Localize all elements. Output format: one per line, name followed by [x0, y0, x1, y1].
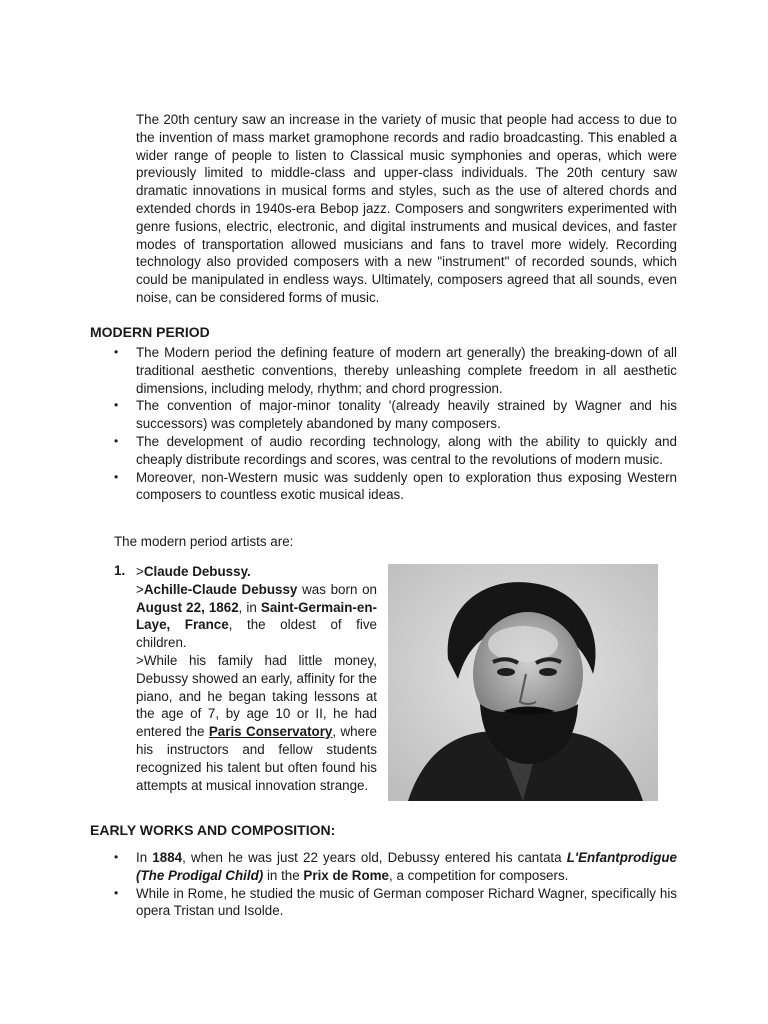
list-item: • While in Rome, he studied the music of German composer Richard Wagner, specifically his opera Tristan und Isolde.	[114, 885, 677, 919]
list-item: • The Modern period the defining feature of modern art generally) the breaking-down of all traditional aesthetic conventions, thereby unleashing complete freedom in all aesthetic dimensions, including melody, rhythm; and chord progression.	[114, 345, 677, 396]
early-works-heading: EARLY WORKS AND COMPOSITION:	[90, 822, 336, 838]
bullet-icon: •	[114, 850, 119, 864]
bullet-icon: •	[114, 469, 119, 484]
list-item: • The convention of major-minor tonality '(already heavily strained by Wagner and his successors) was completely abandoned by many composers.	[114, 398, 677, 432]
early-works-list	[114, 849, 677, 920]
list-item: • Moreover, non-Western music was suddenly open to exploration thus exposing Western composers to countless exotic musical ideas.	[114, 469, 677, 503]
portrait-illustration	[388, 564, 658, 801]
modern-period-heading: MODERN PERIOD	[90, 324, 210, 340]
cantata-title: L'Enfantprodigue (The Prodigal Child)	[136, 850, 677, 883]
debussy-portrait-image	[388, 564, 658, 801]
bullet-icon: •	[114, 398, 119, 413]
artist-entry	[136, 563, 377, 794]
artists-intro: The modern period artists are:	[114, 534, 294, 549]
paris-conservatory-link: Paris Conservatory	[208, 724, 333, 740]
list-item: • The development of audio recording technology, along with the ability to quickly and cheaply distribute recordings and scores, was central to the revolutions of modern music.	[114, 433, 677, 467]
artist-birth-paragraph: >Achille-Claude Debussy was born on August 22, 1862, in Saint-Germain-en-Laye, France, the oldest of five children.	[136, 581, 377, 651]
modern-period-list	[114, 344, 677, 504]
artist-name-line: >Claude Debussy.	[136, 564, 251, 579]
bullet-icon: •	[114, 345, 119, 359]
list-item: • In 1884, when he was just 22 years old, Debussy entered his cantata L'Enfantprodigue (The Prodigal Child) in the Prix de Rome, a competition for composers.	[114, 850, 677, 883]
artist-childhood-paragraph: >While his family had little money, Debussy showed an early, affinity for the piano, and he began taking lessons at the age of 7, by age 10 or II, he had entered the Paris Conservatory, where his instructors and fellow students recognized his talent but often found his attempts at musical innovation strange.	[136, 652, 377, 793]
bullet-icon: •	[114, 885, 119, 900]
bullet-icon: •	[114, 433, 119, 448]
artist-name: Claude Debussy.	[143, 564, 251, 579]
intro-paragraph: The 20th century saw an increase in the variety of music that people had access to due to the invention of mass market gramophone records and radio broadcasting. This enabled a wider range of people to listen to Classical music symphonies and operas, which were previously limited to middle-class and upper-class individuals. The 20th century saw dramatic innovations in musical forms and styles, such as the use of altered chords and extended chords in 1940s-era Bebop jazz. Composers and songwriters experimented with genre fusions, electric, electronic, and digital instruments and musical devices, and faster modes of transportation allowed musicians and fans to travel more widely. Recording technology also provided composers with a new "instrument" of recorded sounds, which could be manipulated in endless ways. Ultimately, composers agreed that all sounds, even noise, can be considered forms of music.	[136, 112, 677, 305]
list-number: 1.	[114, 563, 126, 578]
